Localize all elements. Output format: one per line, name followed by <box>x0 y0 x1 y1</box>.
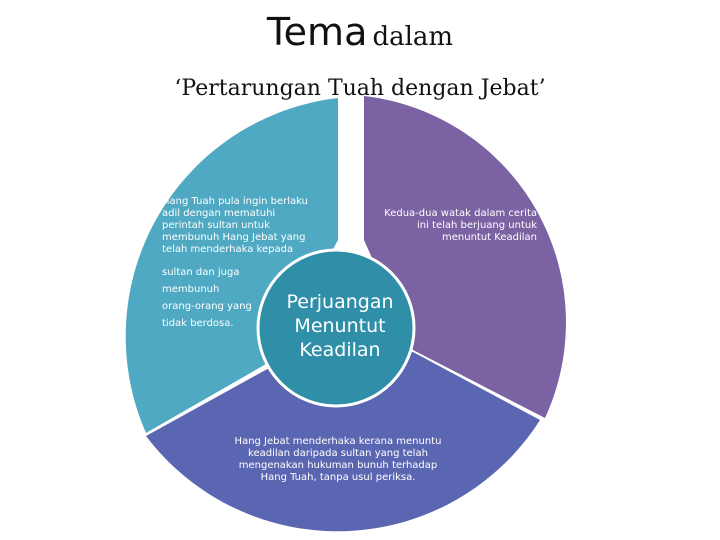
center-label <box>268 290 412 362</box>
left-text-line: Hang Tuah pula ingin berlaku <box>162 196 308 207</box>
title-main: Tema <box>266 10 368 54</box>
center-label-line: Menuntut <box>294 315 386 337</box>
bottom-text-line: keadilan daripada sultan yang telah <box>248 448 428 459</box>
bottom-segment-text <box>228 436 448 484</box>
slide-subtitle: ‘Pertarungan Tuah dengan Jebat’ <box>174 76 546 101</box>
left-text-line: membunuh <box>162 284 220 295</box>
bottom-text-line: mengenakan hukuman bunuh terhadap <box>238 460 438 471</box>
left-text-line: orang-orang yang <box>162 301 252 312</box>
right-text-line: menuntut Keadilan <box>442 232 537 243</box>
bottom-text-line: Hang Tuah, tanpa usul periksa. <box>260 472 416 483</box>
right-segment-text <box>380 208 537 244</box>
left-text-line: perintah sultan untuk <box>162 220 270 231</box>
right-text-line: ini telah berjuang untuk <box>416 220 537 231</box>
center-label-line: Keadilan <box>299 339 381 361</box>
center-label-line: Perjuangan <box>286 291 394 313</box>
left-text-line: sultan dan juga <box>162 267 240 278</box>
left-segment-text-continued <box>162 264 282 332</box>
bottom-text-line: Hang Jebat menderhaka kerana menuntu <box>234 436 442 447</box>
left-segment-text <box>162 196 312 256</box>
left-text-line: membunuh Hang Jebat yang <box>162 232 306 243</box>
right-text-line: Kedua-dua watak dalam cerita <box>384 208 537 219</box>
title-small: dalam <box>372 22 454 52</box>
left-text-line: adil dengan mematuhi <box>162 208 276 219</box>
left-text-line: telah menderhaka kepada <box>162 244 294 255</box>
left-text-line: tidak berdosa. <box>162 318 234 329</box>
